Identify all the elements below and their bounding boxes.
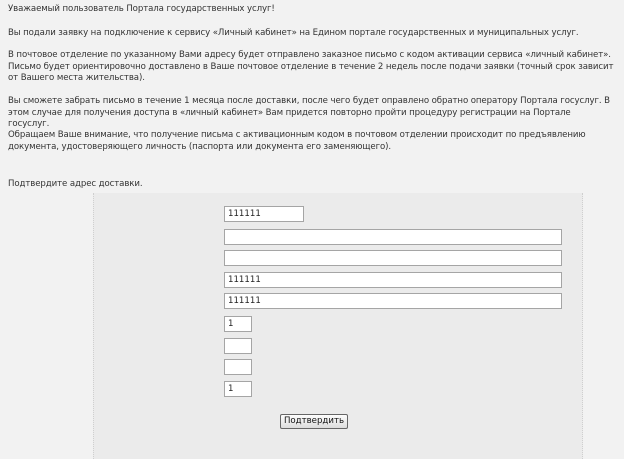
city-input[interactable] bbox=[224, 272, 562, 288]
region-input[interactable] bbox=[224, 229, 562, 245]
street-input[interactable] bbox=[224, 293, 562, 309]
apartment-input[interactable] bbox=[224, 381, 252, 397]
house-input[interactable] bbox=[224, 316, 252, 332]
confirm-address-label: Подтвердите адрес доставки. bbox=[8, 179, 143, 189]
greeting-text: Уважаемый пользователь Портала государственных услуг! bbox=[8, 4, 275, 14]
info-paragraph-3: Вы сможете забрать письмо в течение 1 месяца после доставки, после чего будет оправлено обратно оператору Портала госуслуг. В этом случае для получения доступа в «личный кабинет» Вам придется повторно пройти процедуру регистрации на Портале госуслуг. bbox=[8, 96, 610, 129]
building-input[interactable] bbox=[224, 338, 252, 354]
confirm-button[interactable]: Подтвердить bbox=[280, 414, 348, 429]
index-input[interactable] bbox=[224, 206, 304, 222]
info-paragraph-2: В почтовое отделение по указанному Вами адресу будет отправлено заказное письмо с кодом активации сервиса «личный кабинет». Письмо будет ориентировочно доставлено в Ваше почтовое отделение в течение 2 недель после подачи заявки (точный срок зависит от Вашего места жительства). bbox=[8, 50, 614, 83]
info-paragraph-4: Обращаем Ваше внимание, что получение письма с активационным кодом в почтовом отделении происходит по предъявлению документа, удостоверяющего личность (паспорта или документа его заменяющего). bbox=[8, 130, 586, 152]
structure-input[interactable] bbox=[224, 359, 252, 375]
info-paragraph-1: Вы подали заявку на подключение к сервису «Личный кабинет» на Едином портале государственных и муниципальных услуг. bbox=[8, 28, 579, 38]
address-form bbox=[93, 193, 583, 459]
district-input[interactable] bbox=[224, 250, 562, 266]
